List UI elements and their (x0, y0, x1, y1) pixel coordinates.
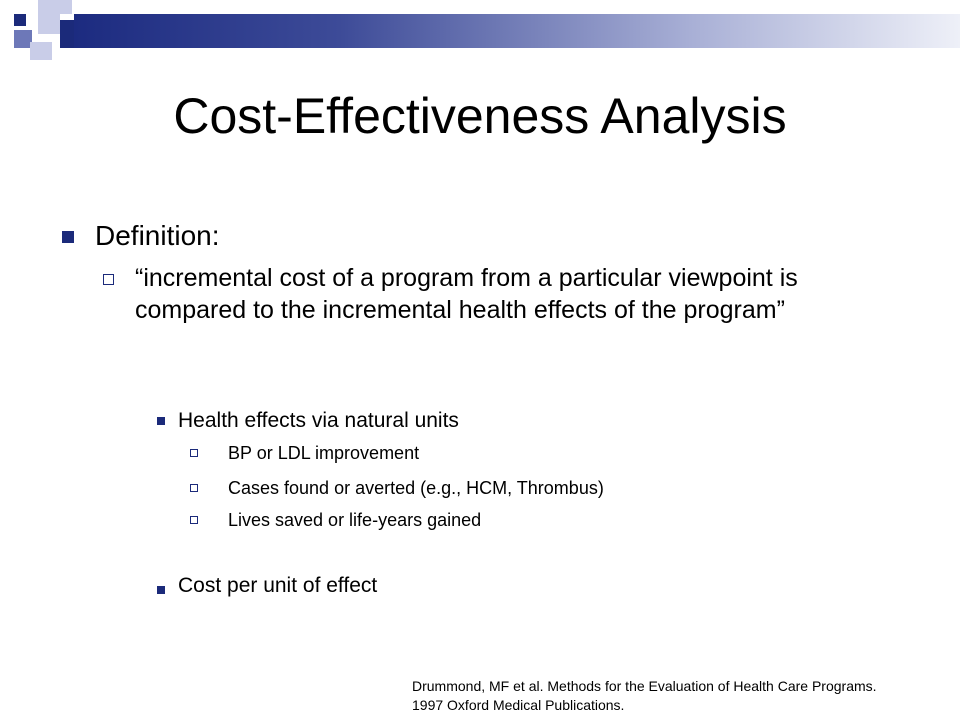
bullet-square-icon (62, 231, 74, 243)
slide-title: Cost-Effectiveness Analysis (173, 88, 787, 144)
hollow-square-icon (190, 484, 198, 492)
citation (412, 677, 952, 715)
decor-square-navy (60, 20, 74, 48)
hollow-square-icon (190, 516, 198, 524)
hollow-square-icon (103, 274, 114, 285)
header-gradient-bar (74, 14, 960, 48)
list-item: Lives saved or life-years gained (228, 510, 482, 530)
decor-square-light (30, 42, 52, 60)
list-item: BP or LDL improvement (228, 443, 420, 463)
list-item: Cases found or averted (e.g., HCM, Thrombus) (228, 478, 604, 498)
hollow-square-icon (190, 449, 198, 457)
decor-square-light (38, 0, 72, 14)
definition-quote: “incremental cost of a program from a particular viewpoint is compared to the incremental health effects of the program” (135, 264, 798, 324)
bullet-square-icon (157, 586, 165, 594)
definition-label: Definition: (95, 220, 220, 251)
citation-line-1: Drummond, MF et al. Methods for the Evaluation of Health Care Programs. (412, 678, 877, 694)
bullet-square-icon (157, 417, 165, 425)
citation-line-2: 1997 Oxford Medical Publications. (412, 697, 625, 713)
decor-square-navy (14, 14, 26, 26)
decor-square-light (38, 14, 60, 34)
health-effects-label: Health effects via natural units (178, 409, 459, 432)
cost-per-unit-label: Cost per unit of effect (178, 574, 378, 597)
